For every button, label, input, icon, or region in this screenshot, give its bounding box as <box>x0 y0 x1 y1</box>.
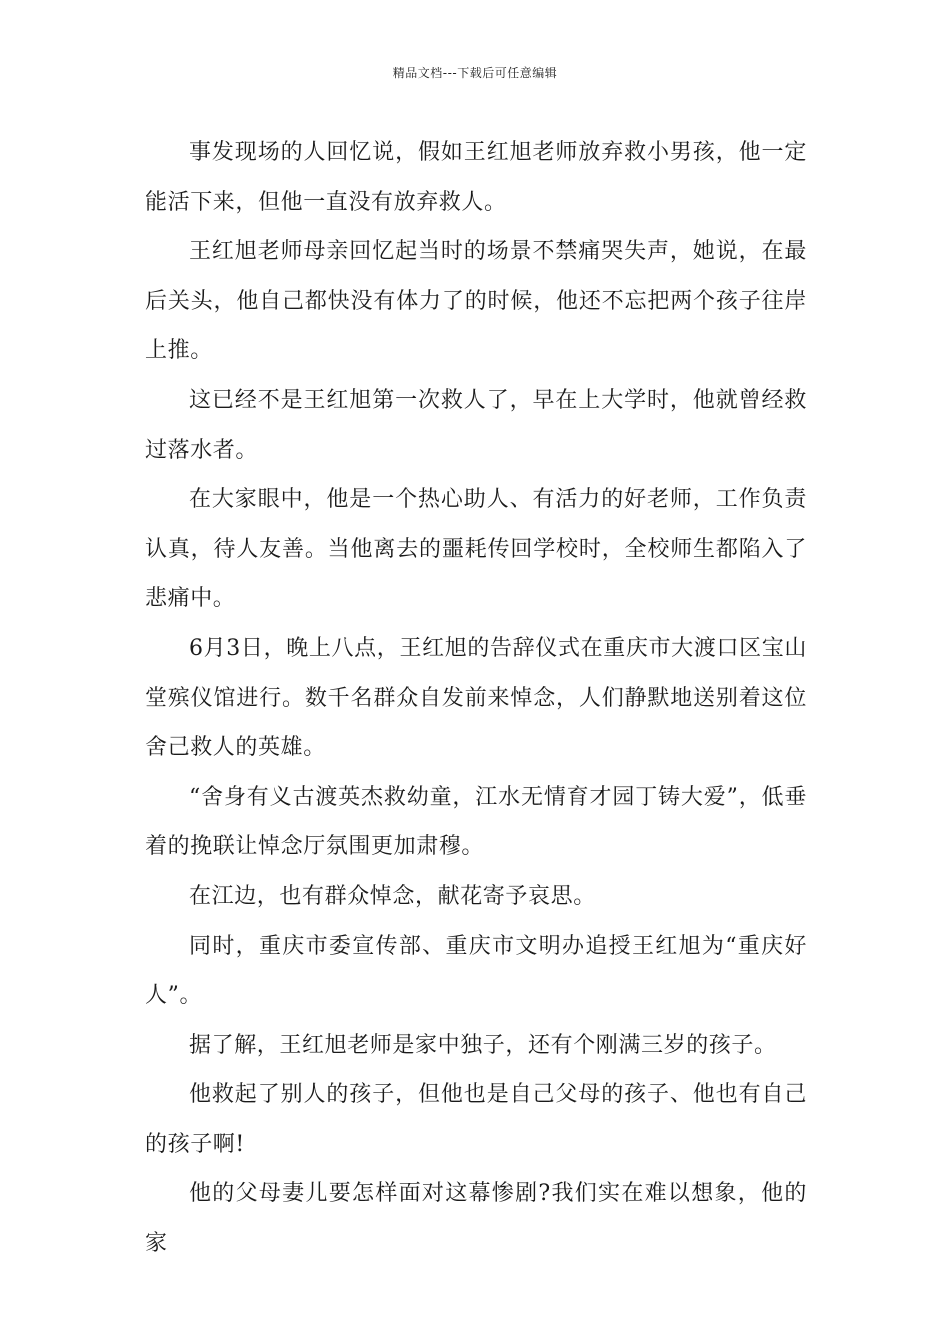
paragraph: 他救起了别人的孩子，但他也是自己父母的孩子、他也有自己的孩子啊! <box>145 1082 807 1157</box>
paragraph: 6月3日，晚上八点，王红旭的告辞仪式在重庆市大渡口区宝山堂殡仪馆进行。数千名群众自发前来悼念，人们静默地送别着这位舍己救人的英雄。 <box>145 635 807 761</box>
paragraph: 据了解，王红旭老师是家中独子，还有个刚满三岁的孩子。 <box>189 1032 777 1058</box>
document-body <box>145 128 807 1269</box>
paragraph: “舍身有义古渡英杰救幼童，江水无情育才园丁铸大爱”，低垂着的挽联让悼念厅氛围更加肃穆。 <box>145 784 807 860</box>
paragraph: 同时，重庆市委宣传部、重庆市文明办追授王红旭为“重庆好人”。 <box>145 933 807 1009</box>
paragraph: 他的父母妻儿要怎样面对这幕惨剧?我们实在难以想象，他的家 <box>145 1181 807 1257</box>
paragraph: 在大家眼中，他是一个热心助人、有活力的好老师，工作负责认真，待人友善。当他离去的噩耗传回学校时，全校师生都陷入了悲痛中。 <box>145 487 807 612</box>
page-header: 精品文档---下载后可任意编辑 <box>392 66 558 80</box>
paragraph: 在江边，也有群众悼念，献花寄予哀思。 <box>189 883 596 909</box>
paragraph: 事发现场的人回忆说，假如王红旭老师放弃救小男孩，他一定能活下来，但他一直没有放弃救人。 <box>145 140 807 215</box>
paragraph: 这已经不是王红旭第一次救人了，早在上大学时，他就曾经救过落水者。 <box>145 387 807 463</box>
paragraph: 王红旭老师母亲回忆起当时的场景不禁痛哭失声，她说，在最后关头，他自己都快没有体力了的时候，他还不忘把两个孩子往岸上推。 <box>145 239 807 364</box>
